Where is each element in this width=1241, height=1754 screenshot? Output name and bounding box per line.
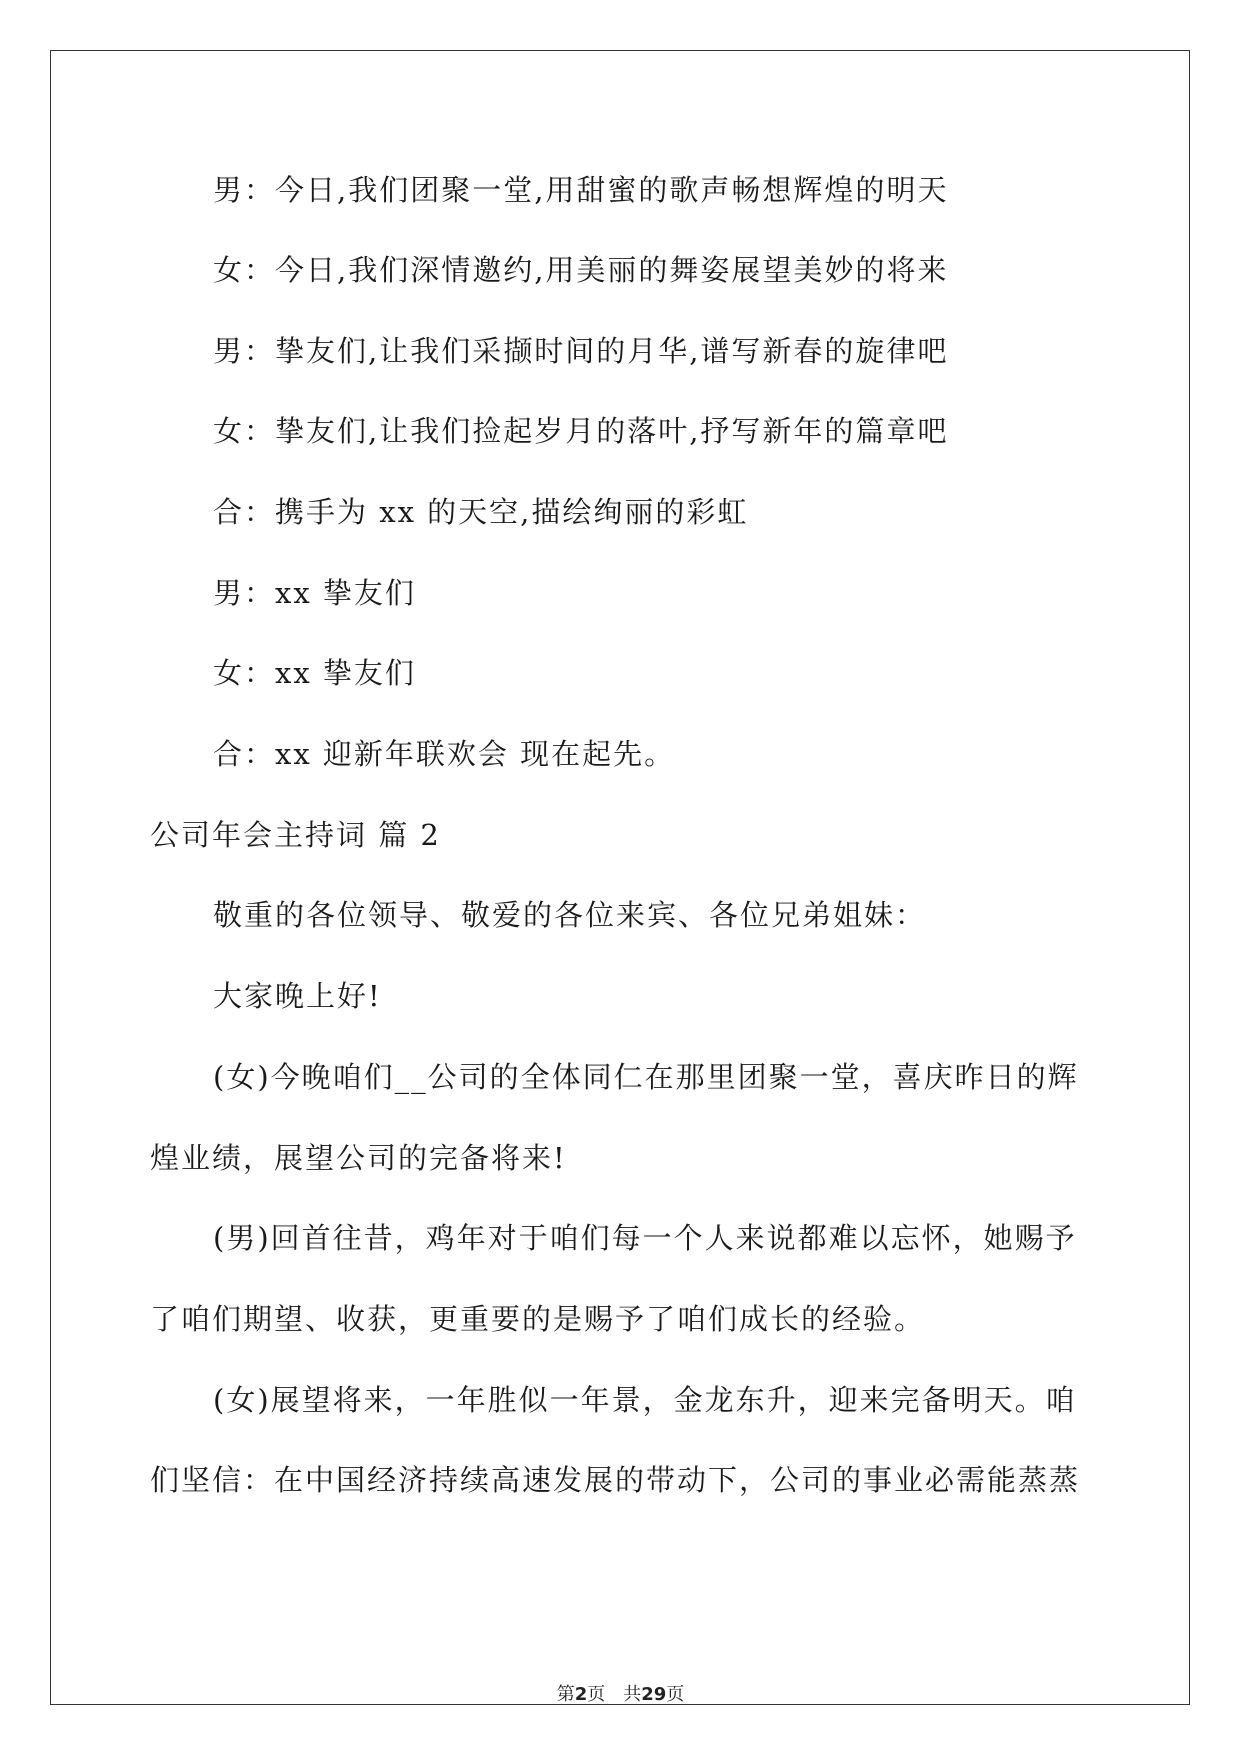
paragraph-line: 了咱们期望、收获，更重要的是赐予了咱们成长的经验。	[150, 1302, 926, 1336]
paragraph-line: (女)今晚咱们__公司的全体同仁在那里团聚一堂，喜庆昨日的辉	[213, 1060, 1079, 1094]
paragraph-line: (男)回首往昔，鸡年对于咱们每一个人来说都难以忘怀，她赐予	[213, 1221, 1077, 1255]
paragraph-line: 大家晚上好!	[213, 979, 382, 1013]
footer-prefix: 第	[556, 1684, 575, 1705]
paragraph-line: 煌业绩，展望公司的完备将来!	[150, 1141, 567, 1175]
dialogue-line: 男：挚友们,让我们采撷时间的月华,谱写新春的旋律吧	[213, 334, 949, 368]
dialogue-line: 合：xx 迎新年联欢会 现在起先。	[213, 737, 676, 771]
dialogue-line: 女：今日,我们深情邀约,用美丽的舞姿展望美妙的将来	[213, 253, 949, 287]
page-footer	[0, 1684, 1241, 1706]
dialogue-line: 女：xx 挚友们	[213, 656, 416, 690]
footer-suffix: 页	[666, 1684, 685, 1705]
dialogue-line: 合：携手为 xx 的天空,描绘绚丽的彩虹	[213, 495, 749, 529]
paragraph-line: (女)展望将来，一年胜似一年景，金龙东升，迎来完备明天。咱	[213, 1383, 1077, 1417]
footer-middle: 页 共	[587, 1684, 642, 1705]
dialogue-line: 女：挚友们,让我们捡起岁月的落叶,抒写新年的篇章吧	[213, 414, 949, 448]
footer-page-number: 2	[574, 1684, 588, 1705]
footer-total-pages: 29	[641, 1684, 667, 1705]
section-heading: 公司年会主持词 篇 2	[150, 818, 441, 852]
paragraph-line: 们坚信：在中国经济持续高速发展的带动下，公司的事业必需能蒸蒸	[150, 1463, 1081, 1497]
dialogue-line: 男：xx 挚友们	[213, 576, 416, 610]
paragraph-line: 敬重的各位领导、敬爱的各位来宾、各位兄弟姐妹：	[213, 898, 927, 932]
page-border	[50, 50, 1190, 1705]
dialogue-line: 男：今日,我们团聚一堂,用甜蜜的歌声畅想辉煌的明天	[213, 173, 949, 207]
